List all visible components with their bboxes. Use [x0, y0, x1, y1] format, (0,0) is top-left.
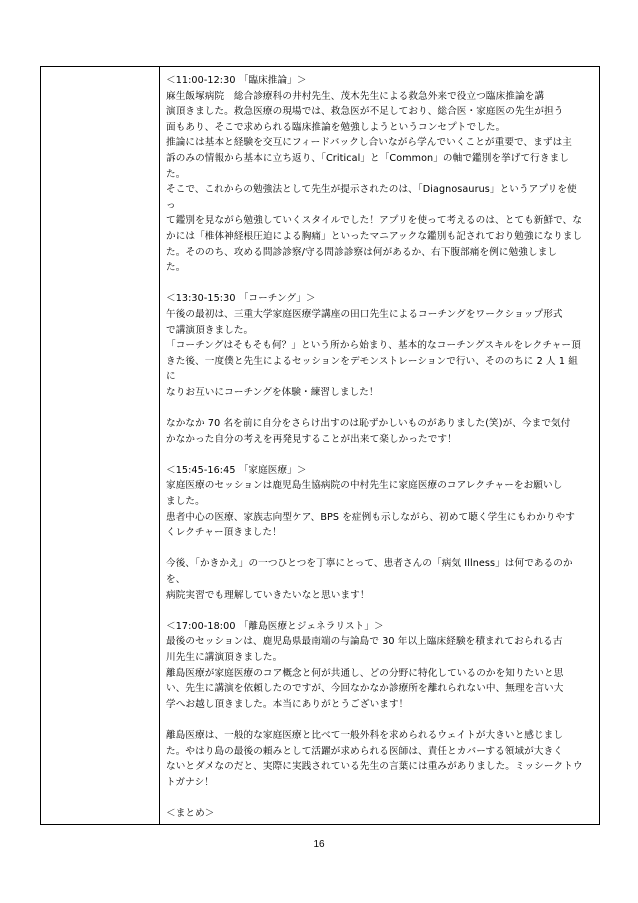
page-number: 16	[313, 839, 325, 850]
paragraph-gap	[166, 603, 584, 619]
paragraph-gap	[166, 541, 584, 557]
text-line: 患者中心の医療、家族志向型ケア、BPS を症例も示しながら、初めて聴く学生にもわかりやす	[166, 511, 575, 523]
text-line: 川先生に講演頂きました。	[166, 651, 283, 663]
text-line: かには「椎体神経根圧迫による胸痛」といったマニアックな鑑別も記されており勉強になりまし	[166, 230, 583, 242]
section-heading: ＜15:45-16:45 「家庭医療」＞	[166, 464, 307, 476]
paragraph-gap	[166, 712, 584, 728]
text-line: て鑑別を見ながら勉強していくスタイルでした！アプリを使って考えるのは、とても新鮮で、な	[166, 215, 583, 227]
text-line: きた後、一度僕と先生によるセッションをデモンストレーションで行い、そののちに 2 人 1 組に	[166, 355, 578, 383]
text-line: 麻生飯塚病院 総合診療科の井村先生、茂木先生による救急外来で役立つ臨床推論を講	[166, 90, 545, 102]
text-line: かなかった自分の考えを再発見することが出来て楽しかったです！	[166, 433, 457, 445]
text-line: い、先生に講演を依頼したのですが、今回なかなか診療所を離れられない中、無理を言い大	[166, 683, 564, 695]
paragraph-gap	[166, 400, 584, 416]
section-remote-island-reflection	[166, 728, 584, 790]
text-line: 最後のセッションは、鹿児島県最南端の与論島で 30 年以上臨床経験を積まれておられる古	[166, 636, 563, 648]
text-line: 病院実習でも理解していきたいなと思います！	[166, 589, 370, 601]
section-heading: ＜11:00-12:30 「臨床推論」＞	[166, 75, 307, 86]
text-line: トガナシ！	[166, 776, 214, 788]
text-line: 離島医療は、一般的な家庭医療と比べて一般外科を求められるウェイトが大きいと感じまし	[166, 729, 564, 741]
paragraph-gap	[166, 447, 584, 463]
section-summary	[166, 806, 584, 820]
text-line: ました。	[166, 496, 205, 508]
text-line: た。そののち、攻める問診診察/守る問診診察は何があるか、右下腹部痛を例に勉強しまし	[166, 246, 558, 258]
text-line: 学へお越し頂きました。本当にありがとうございます！	[166, 698, 409, 710]
text-line: なかなか 70 名を前に自分をさらけ出すのは恥ずかしいものがありました(笑)が、今まで気付	[166, 418, 571, 430]
section-remote-island	[166, 619, 584, 713]
text-line: 演頂きました。救急医療の現場では、救急医が不足しており、総合医・家庭医の先生が担う	[166, 106, 564, 118]
paragraph-gap	[166, 790, 584, 806]
section-family-medicine	[166, 463, 584, 541]
text-line: 午後の最初は、三重大学家庭医療学講座の田口先生によるコーチングをワークショップ形式	[166, 308, 563, 320]
report-table	[40, 66, 600, 825]
text-line: 推論には基本と経験を交互にフィードバックし合いながら学んでいくことが重要で、まずは主	[166, 137, 572, 149]
section-heading: ＜17:00-18:00 「離島医療とジェネラリスト」＞	[166, 620, 384, 632]
paragraph-gap	[166, 276, 584, 292]
text-line: 「コーチングはそもそも何？」という所から始まり、基本的なコーチングスキルをレクチャー頂	[166, 340, 581, 352]
text-line: くレクチャー頂きました！	[166, 527, 282, 539]
section-coaching-reflection	[166, 416, 584, 447]
text-line: そこで、これからの勉強法として先生が提示されたのは、「Diagnosaurus」というアプリを使っ	[166, 184, 577, 211]
section-coaching	[166, 291, 584, 400]
section-heading: ＜13:30-15:30 「コーチング」＞	[166, 293, 316, 305]
text-line: 離島医療が家庭医療のコア概念と何が共通し、どの分野に特化しているのかを知りたいと思	[166, 667, 564, 679]
text-line: た。やはり島の最後の頼みとして活躍が求められる医師は、責任とカバーする領域が大きく	[166, 745, 563, 757]
table-left-cell	[41, 67, 160, 824]
text-line: 面もあり、そこで求められる臨床推論を勉強しようというコンセプトでした。	[166, 121, 506, 133]
text-line: 家庭医療のセッションは鹿児島生協病院の中村先生に家庭医療のコアレクチャーをお願いし	[166, 480, 563, 492]
section-family-medicine-reflection	[166, 556, 584, 603]
text-line: ないとダメなのだと、実際に実践されている先生の言葉には重みがありました。ミッシークトウ	[166, 761, 583, 773]
text-line: で講演頂きました。	[166, 324, 254, 336]
table-content-cell	[166, 73, 584, 820]
text-line: 今後、「かきかえ」の一つひとつを丁寧にとって、患者さんの「病気 Illness」は何であるのかを、	[166, 558, 573, 585]
section-heading: ＜まとめ＞	[166, 807, 215, 819]
text-line: 訴のみの情報から基本に立ち返り、「Critical」と「Common」の軸で鑑別を挙げて行きました。	[166, 152, 569, 180]
text-line: た。	[166, 262, 186, 274]
text-line: なりお互いにコーチングを体験・練習しました！	[166, 386, 379, 398]
section-clinical-reasoning	[166, 73, 584, 276]
